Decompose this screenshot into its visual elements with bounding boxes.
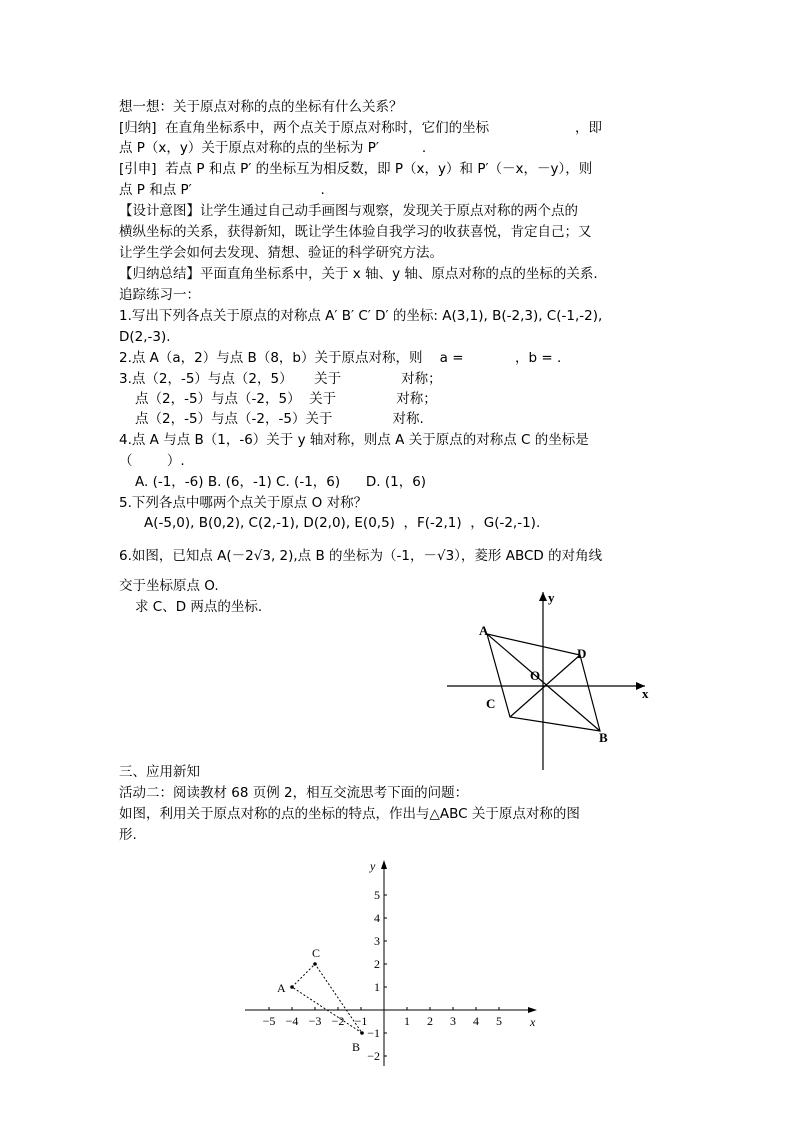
y-tick-label: 5: [374, 888, 380, 902]
activity-2-line: 活动二：阅读教材 68 页例 2，相互交流思考下面的问题：: [119, 785, 469, 801]
question-4-line-1: 4.点 A 与点 B（1，-6）关于 y 轴对称，则点 A 关于原点的对称点 C 的坐标是: [119, 432, 589, 448]
question-6-line-3: 求 C、D 两点的坐标.: [135, 599, 263, 615]
y-tick-label: −2: [367, 1049, 380, 1063]
question-6-line-2: 交于坐标原点 O.: [119, 578, 219, 594]
x-axis-label: x: [642, 686, 649, 701]
x-tick-label: 4: [473, 1014, 479, 1028]
x-tick-label: −4: [285, 1014, 299, 1028]
point-label-d: D: [577, 646, 587, 661]
y-tick-label: −1: [367, 1026, 380, 1040]
y-axis-label: y: [548, 590, 555, 605]
design-intent-line-3: 让学生学会如何去发现、猜想、验证的科学研究方法。: [119, 245, 443, 261]
activity-2-task-line-2: 形.: [119, 827, 137, 843]
extension-line-2: 点 P 和点 P′ .: [119, 182, 325, 198]
extension-line-1: [引申] 若点 P 和点 P′ 的坐标互为相反数，即 P（x，y）和 P′（－x，－y），则: [119, 161, 593, 177]
x-tick-label: −1: [354, 1014, 368, 1028]
point-label-a: A: [277, 981, 286, 995]
practice-heading: 追踪练习一：: [119, 287, 200, 303]
point-b-dot: [360, 1031, 364, 1035]
activity-2-task-line-1: 如图，利用关于原点对称的点的坐标的特点，作出与△ABC 关于原点对称的图: [119, 806, 580, 822]
y-tick-label: 2: [374, 957, 380, 971]
point-a-dot: [290, 985, 294, 989]
section-heading-apply: 三、应用新知: [119, 764, 200, 780]
question-4-line-2: （ ）.: [119, 453, 185, 469]
y-tick-label: 3: [374, 934, 380, 948]
question-3-line-2: 点（2，-5）与点（-2，5） 关于 对称；: [135, 391, 437, 407]
x-tick-label: −3: [308, 1014, 322, 1028]
question-4-options: A. (-1，-6) B. (6，-1) C. (-1，6) D. (1，6): [135, 474, 427, 490]
rhombus-figure: [445, 588, 655, 773]
question-2: 2.点 A（a，2）与点 B（8，b）关于原点对称，则 a = ，b = .: [119, 350, 562, 366]
question-5-line-1: 5.下列各点中哪两个点关于原点 O 对称？: [119, 495, 368, 511]
x-tick-label: 3: [450, 1014, 456, 1028]
design-intent-line-1: 【设计意图】让学生通过自己动手画图与观察，发现关于原点对称的两个点的: [119, 203, 578, 219]
summary-line-2: 点 P（x，y）关于原点对称的点的坐标为 P′ .: [119, 140, 427, 156]
point-label-c: C: [486, 696, 496, 711]
point-label-o: O: [530, 668, 541, 683]
triangle-abc: [292, 964, 362, 1033]
x-tick-label: −2: [331, 1014, 345, 1028]
point-label-a: A: [479, 623, 489, 638]
question-6-line-1: 6.如图，已知点 A(－2√3, 2),点 B 的坐标为（-1，－√3），菱形 ABCD 的对角线: [119, 548, 603, 564]
x-tick-label: 1: [404, 1014, 410, 1028]
summary-line-1: [归纳] 在直角坐标系中，两个点关于原点对称时，它们的坐标 ，即: [119, 120, 602, 136]
think-question: 想一想：关于原点对称的点的坐标有什么关系？: [119, 99, 403, 115]
question-5-points: A(-5,0), B(0,2), C(2,-1), D(2,0), E(0,5) ，F(-2,1) ，G(-2,-1).: [144, 515, 541, 531]
question-3-line-1: 3.点（2，-5）与点（2，5） 关于 对称；: [119, 371, 442, 387]
point-label-b: B: [599, 730, 608, 745]
point-label-b: B: [352, 1040, 361, 1054]
y-axis-label: y: [370, 859, 376, 873]
conclusion-line: 【归纳总结】平面直角坐标系中，关于 x 轴、y 轴、原点对称的点的坐标的关系.: [119, 266, 598, 282]
x-tick-label: −5: [262, 1014, 276, 1028]
x-tick-label: 2: [427, 1014, 433, 1028]
design-intent-line-2: 横纵坐标的关系，获得新知，既让学生体验自我学习的收获喜悦，肯定自己；又: [119, 224, 592, 240]
y-tick-label: 4: [374, 911, 380, 925]
y-axis-arrow-icon: [381, 860, 387, 869]
question-3-line-3: 点（2，-5）与点（-2，-5）关于 对称.: [135, 411, 424, 427]
point-c-dot: [313, 962, 317, 966]
x-tick-label: 5: [496, 1014, 502, 1028]
triangle-figure: [240, 858, 550, 1068]
question-1-line-2: D(2,-3).: [119, 329, 171, 345]
point-label-c: C: [312, 946, 321, 960]
x-axis-arrow-icon: [528, 1007, 537, 1013]
y-axis-arrow-icon: [539, 592, 547, 601]
y-tick-label: 1: [374, 980, 380, 994]
x-axis-label: x: [530, 1015, 536, 1029]
question-1-line-1: 1.写出下列各点关于原点的对称点 A′ B′ C′ D′ 的坐标: A(3,1), B(-2,3), C(-1,-2),: [119, 308, 603, 324]
